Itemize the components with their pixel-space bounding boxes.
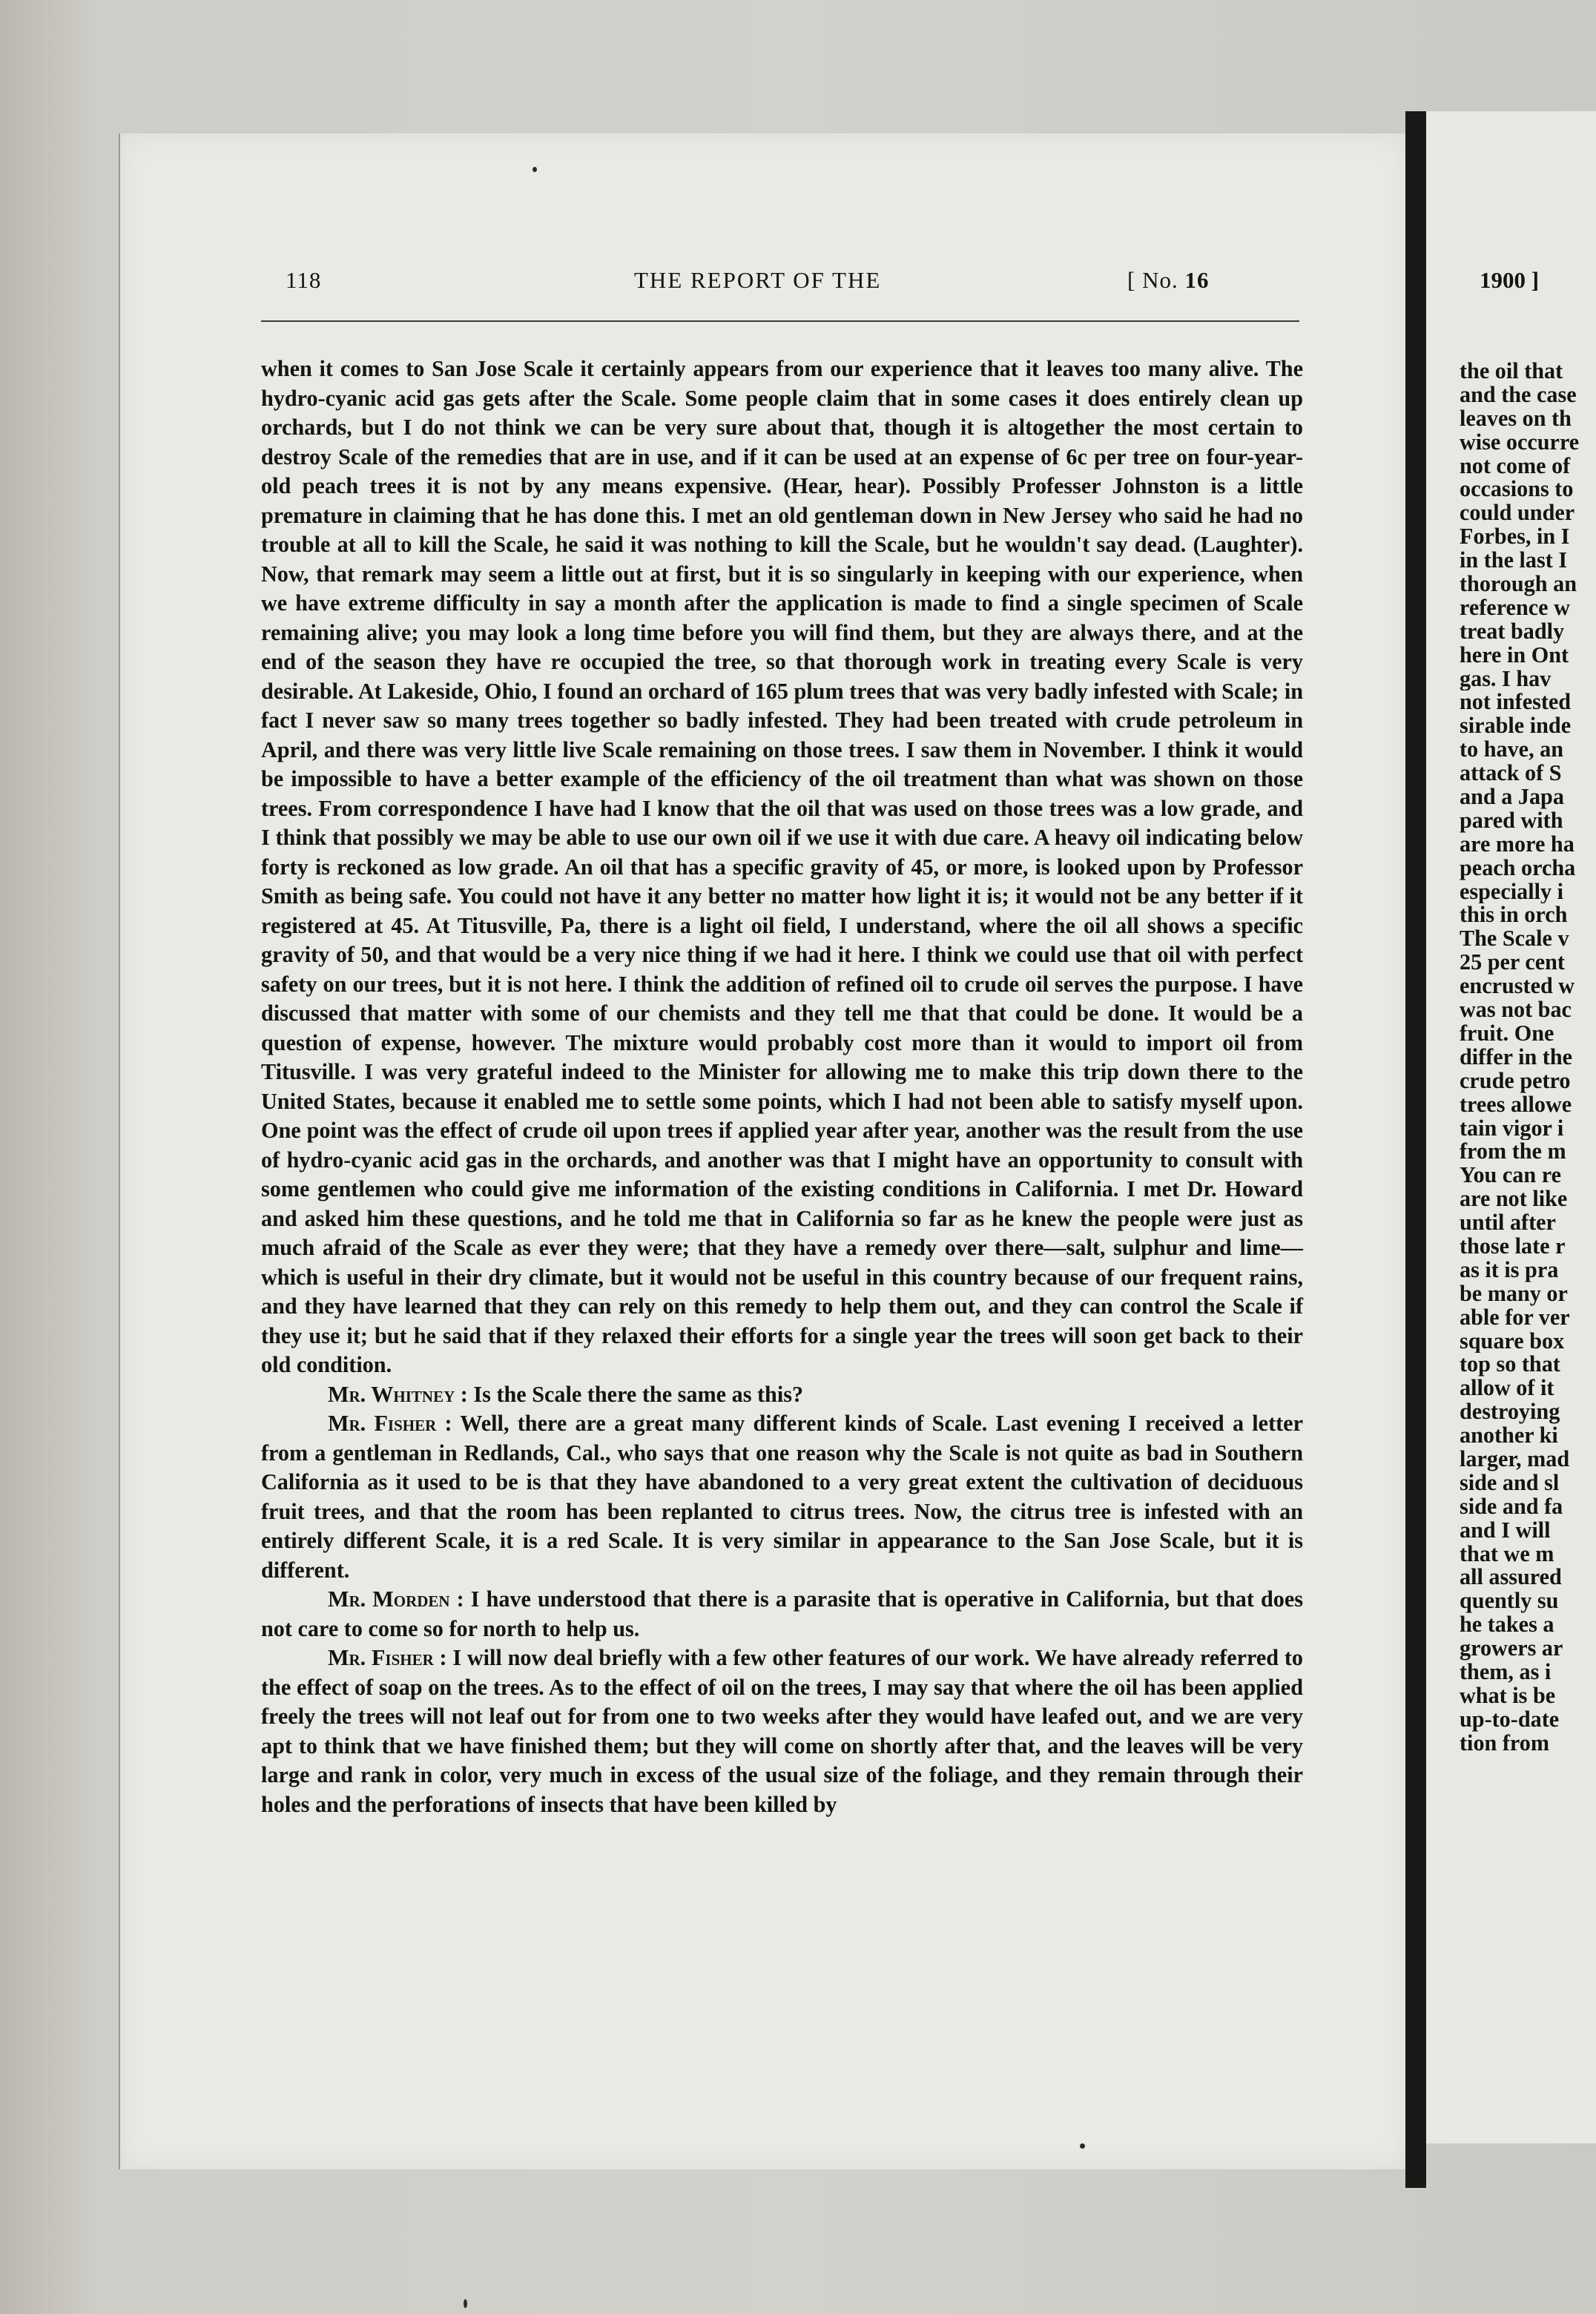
paragraph [261, 1644, 1303, 1819]
facing-page-line: allow of it [1460, 1377, 1554, 1401]
facing-page-line: encrusted w [1460, 975, 1575, 999]
facing-page-line: treat badly [1460, 619, 1565, 644]
header-rule [261, 320, 1299, 322]
facing-page-line: all assured [1460, 1566, 1562, 1590]
dust-speck [1080, 2143, 1085, 2149]
facing-page-line: attack of S [1460, 762, 1562, 786]
facing-page-line: gas. I hav [1460, 667, 1552, 691]
speaker-name: Mr. Morden [328, 1586, 450, 1612]
body-text [261, 355, 1303, 1819]
page-number: 118 [286, 267, 322, 293]
facing-page-line: not infested [1460, 690, 1572, 715]
facing-page-line: tion from [1460, 1731, 1550, 1756]
facing-page-line: tain vigor i [1460, 1116, 1564, 1141]
facing-page-line: trees allowe [1460, 1092, 1572, 1117]
facing-page-line: Forbes, in I [1460, 525, 1570, 550]
facing-page-line: able for ver [1460, 1305, 1570, 1330]
speaker-name: Mr. Fisher [328, 1645, 434, 1670]
facing-page-line: was not bac [1460, 998, 1572, 1022]
paragraph-text: : Well, there are a great many different kinds of Scale. Last evening I received a letter from a gentleman in Redlands, Cal., who says that one reason why the Scale is not quite as bad in Southern California as it used to be is that they have abandoned to a very great extent the cultivation of deciduous fruit trees, and that the room has been replanted to citrus trees. Now, the citrus tree is infested with an entirely different Scale, it is a red Scale. It is very similar in appearance to the San Jose Scale, but it is different. [261, 1411, 1303, 1583]
facing-page-line: side and fa [1460, 1494, 1563, 1519]
facing-page-line: what is be [1460, 1684, 1556, 1708]
facing-page-line: as it is pra [1460, 1258, 1559, 1282]
report-number-value: 16 [1184, 267, 1210, 293]
facing-page-line: he takes a [1460, 1613, 1554, 1638]
speaker-name: Mr. Whitney [328, 1381, 455, 1407]
book-gutter [1405, 111, 1426, 2188]
report-number-prefix: [ No. [1127, 267, 1178, 293]
facing-page-line: another ki [1460, 1424, 1558, 1448]
facing-page-line: not come of [1460, 454, 1571, 478]
facing-page-line: thorough an [1460, 573, 1577, 596]
facing-page-line: You can re [1460, 1164, 1561, 1188]
facing-page-line: and the case [1460, 383, 1577, 407]
dust-speck [532, 167, 537, 172]
facing-page-line: the oil that [1460, 360, 1563, 383]
facing-page-line: quently su [1460, 1589, 1559, 1614]
facing-page-line: until after [1460, 1211, 1556, 1235]
facing-page-line: larger, mad [1460, 1447, 1570, 1471]
report-number [1127, 267, 1209, 297]
facing-page-line: top so that [1460, 1353, 1560, 1377]
facing-page-line: be many or [1460, 1282, 1568, 1306]
facing-page-line: The Scale v [1460, 927, 1569, 952]
facing-page-line: peach orcha [1460, 856, 1576, 880]
facing-page-line: fruit. One [1460, 1021, 1554, 1046]
facing-page-line: especially i [1460, 880, 1564, 904]
facing-page-line: side and sl [1460, 1471, 1560, 1495]
facing-page-line: occasions to [1460, 478, 1574, 502]
paragraph-text: : I will now deal briefly with a few other features of our work. We have already referred to the effect of soap on the trees. As to the effect of oil on the trees, I may say that where the oil has been applied freely the trees will not leaf out for from one to two weeks after they would have leafed out, and we are very apt to think that we have finished them; but they will come on shortly after that, and the leaves will be very large and rank in color, very much in excess of the usual size of the foliage, and they remain through their holes and the perforations of insects that have been killed by [261, 1645, 1303, 1817]
facing-page-line: up-to-date [1460, 1707, 1560, 1732]
facing-page-line: 25 per cent [1460, 951, 1565, 975]
facing-page-line: could under [1460, 501, 1575, 526]
facing-page-line: that we m [1460, 1542, 1554, 1566]
paragraph-text: : I have understood that there is a parasite that is operative in California, but that does not care to come so for north to help us. [261, 1586, 1303, 1641]
paragraph [261, 1585, 1303, 1644]
facing-page-line: to have, an [1460, 738, 1564, 762]
facing-page-line: them, as i [1460, 1660, 1552, 1684]
paragraph-text: when it comes to San Jose Scale it certainly appears from our experience that it leaves too many alive. The hydro-cyanic acid gas gets after the Scale. Some people claim that in some cases it does entirely clean up orchards, but I do not think we can be very sure about that, though it is altogether the most certain to destroy Scale of the remedies that are in use, and if it can be used at an expense of 6c per tree on four-year-old peach trees it is not by any means expensive. (Hear, hear). Possibly Professer Johnston is a little premature in claiming that he has done this. I met an old gentleman down in New Jersey who said he had no trouble at all to kill the Scale, he said it was nothing to kill the Scale, but he wouldn't say dead. (Laughter). Now, that remark may seem a little out at first, but it is so singularly in keeping with our experience, when we have extreme difficulty in say a month after the application is made to find a single specimen of Scale remaining alive; you may look a long time before you will find them, but they are always there, and at the end of the season they have re occupied the tree, so that thorough work in treating every Scale is very desirable. At Lakeside, Ohio, I found an orchard of 165 plum trees that was very badly infested with Scale; in fact I never saw so many trees together so badly infested. They had been treated with crude petroleum in April, and there was very little live Scale remaining on those trees. I saw them in November. I think it would be impossible to have a better example of the efficiency of the oil treatment than what was shown on those trees. From correspondence I have had I know that the oil that was used on those trees was a low grade, and I think that possibly we may be able to use our own oil if we use it with due care. A heavy oil indicating below forty is reckoned as low grade. An oil that has a specific gravity of 45, or more, is looked upon by Professor Smith as being safe. You could not have it any better no matter how light it is; it would not be any better if it registered at 45. At Titusville, Pa, there is a light oil field, I understand, where the oil all shows a specific gravity of 50, and that would be a very nice thing if we had it here. I think we could use that oil with perfect safety on our trees, but it is not here. I think the addition of refined oil to crude oil serves the purpose. I have discussed that matter with some of our chemists and they tell me that that could be done. It would be a question of expense, however. The mixture would probably cost more than it would to import oil from Titusville. I was very grateful indeed to the Minister for allowing me to make this trip down there to the United States, because it enabled me to settle some points, which I had not been able to satisfy myself upon. One point was the effect of crude oil upon trees if applied year after year, another was the result from the use of hydro-cyanic acid gas in the orchards, and another was that I might have an opportunity to consult with some gentlemen who could give me information of the existing conditions in California. I met Dr. Howard and asked him these questions, and he told me that in California so far as he knew the people were just as much afraid of the Scale as ever they were; that they have a remedy over there—salt, sulphur and lime—which is useful in their dry climate, but it would not be useful in this country because of our frequent rains, and they have learned that they can rely on this remedy to help them out, and they can control the Scale if they use it; but he said that if they relaxed their efforts for a single year the trees will soon get back to their old condition. [261, 356, 1303, 1377]
facing-page-line: reference w [1460, 596, 1570, 620]
facing-page-line: differ in the [1460, 1045, 1573, 1069]
facing-page-line: pared with [1460, 808, 1563, 833]
dust-speck [464, 2299, 467, 2308]
facing-page-line: square box [1460, 1329, 1565, 1354]
facing-page-line: leaves on th [1460, 406, 1572, 431]
facing-page-line: those late r [1460, 1234, 1566, 1259]
facing-page-line: sirable inde [1460, 714, 1572, 739]
running-title: THE REPORT OF THE [634, 267, 882, 293]
facing-page-line: wise occurre [1460, 430, 1580, 455]
paragraph [261, 355, 1303, 1380]
facing-page-line: here in Ont [1460, 643, 1569, 668]
facing-page-line: crude petro [1460, 1069, 1571, 1093]
facing-page-line: are not like [1460, 1187, 1568, 1212]
facing-page-line: this in orch [1460, 903, 1568, 928]
speaker-name: Mr. Fisher [328, 1411, 437, 1436]
paragraph-text: : Is the Scale there the same as this? [460, 1381, 804, 1407]
paragraph [261, 1409, 1303, 1585]
facing-page-header: 1900 ] [1480, 267, 1540, 293]
facing-page-line: and I will [1460, 1518, 1551, 1543]
facing-page-line: are more ha [1460, 832, 1574, 857]
facing-page-line: from the m [1460, 1140, 1566, 1164]
facing-page-line: in the last I [1460, 549, 1568, 573]
facing-page-line: growers ar [1460, 1637, 1563, 1661]
facing-page-text [1460, 360, 1596, 1756]
facing-page-line: destroying [1460, 1400, 1560, 1425]
facing-page-line: and a Japa [1460, 785, 1564, 809]
paragraph [261, 1380, 1303, 1410]
